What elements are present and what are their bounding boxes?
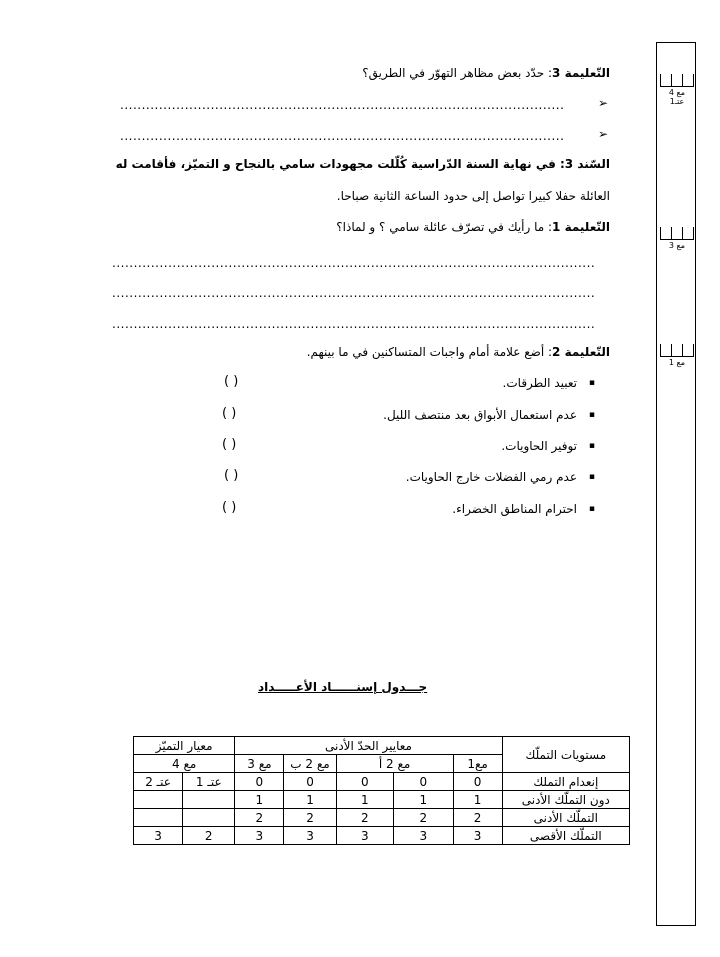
table-cell: 0 <box>453 773 502 791</box>
grading-mark-1: مع 4 عتـ1 <box>660 74 694 106</box>
table-cell: 2 <box>235 809 284 827</box>
table-row <box>134 809 630 827</box>
answer-dots-line[interactable]: ................................................................................................................ <box>112 317 596 331</box>
instruction-3 <box>362 66 610 80</box>
grading-margin-column <box>656 42 696 926</box>
criterion-header: مع 4 <box>134 755 235 773</box>
table-cell: 3 <box>134 827 183 845</box>
checkbox-parentheses[interactable]: ( ) <box>224 374 239 389</box>
min-criteria-header: معايير الحدّ الأدنى <box>235 737 502 755</box>
list-item: ▪ تعبيد الطرقات. <box>503 376 577 390</box>
answer-dots-line[interactable]: ................................................................................................................ <box>112 256 596 270</box>
instruction-2-text: : أضع علامة أمام واجبات المتساكنين في ما بينهم. <box>306 345 553 359</box>
criterion-header: مع 2 أ <box>336 755 453 773</box>
instruction-2-title: التّعليمة 2 <box>552 345 610 359</box>
arrow-bullet-icon: ➢ <box>597 127 608 141</box>
checkbox-parentheses[interactable]: ( ) <box>224 468 239 483</box>
grading-mark-3: مع 1 <box>660 344 694 367</box>
list-item: ▪ توفير الحاويات. <box>501 439 577 453</box>
sanad-3-line-2: العائلة حفلا كبيرا تواصل إلى حدود الساعة الثانية صباحا. <box>336 189 610 203</box>
table-cell: 1 <box>336 791 393 809</box>
criterion-header: مع1 <box>453 755 502 773</box>
table-cell: 0 <box>394 773 454 791</box>
table-row <box>134 827 630 845</box>
row-label: إنعدام التملك <box>502 773 629 791</box>
table-cell: 3 <box>453 827 502 845</box>
criterion-header: مع 2 ب <box>284 755 336 773</box>
table-cell: 0 <box>284 773 336 791</box>
grading-table <box>133 736 630 845</box>
table-cell: 1 <box>453 791 502 809</box>
instruction-3-title: التّعليمة 3 <box>552 66 610 80</box>
list-item: ▪ احترام المناطق الخضراء. <box>452 502 577 516</box>
checkbox-parentheses[interactable]: ( ) <box>222 406 237 421</box>
table-cell: 2 <box>453 809 502 827</box>
table-cell: 3 <box>394 827 454 845</box>
list-item: ▪ عدم استعمال الأبواق بعد منتصف الليل. <box>383 408 577 422</box>
table-cell: 2 <box>284 809 336 827</box>
table-cell: 1 <box>394 791 454 809</box>
table-row <box>134 791 630 809</box>
table-cell: 2 <box>183 827 235 845</box>
grading-table-title: جـــدول إسنــــــاد الأعـــــداد <box>258 680 428 694</box>
criterion-header: مع 3 <box>235 755 284 773</box>
levels-header: مستويات التملّك <box>502 737 629 773</box>
instruction-1-title: التّعليمة 1 <box>552 220 610 234</box>
row-label: دون التملّك الأدنى <box>502 791 629 809</box>
table-cell <box>134 791 183 809</box>
instruction-2 <box>307 345 610 359</box>
table-cell <box>134 809 183 827</box>
row-label: التملّك الأقصى <box>502 827 629 845</box>
table-cell <box>183 809 235 827</box>
row-label: التملّك الأدنى <box>502 809 629 827</box>
table-cell: 3 <box>336 827 393 845</box>
table-cell: 3 <box>284 827 336 845</box>
checkbox-parentheses[interactable]: ( ) <box>222 437 237 452</box>
arrow-bullet-icon: ➢ <box>597 96 608 110</box>
grading-mark-2: مع 3 <box>660 227 694 250</box>
table-cell: 0 <box>235 773 284 791</box>
table-cell: عتـ 1 <box>183 773 235 791</box>
answer-dots-line[interactable]: ....................................................................................................... <box>120 98 565 112</box>
table-cell: 0 <box>336 773 393 791</box>
answer-dots-line[interactable]: ....................................................................................................... <box>120 129 565 143</box>
instruction-1-text: : ما رأيك في تصرّف عائلة سامي ؟ و لماذا؟ <box>336 220 553 234</box>
checkbox-parentheses[interactable]: ( ) <box>222 500 237 515</box>
table-cell: 1 <box>284 791 336 809</box>
table-cell: 2 <box>394 809 454 827</box>
sanad-3-text: : في نهاية السنة الدّراسية كُلّلت مجهودات سامي بالنجاح و التميّز، فأقامت له <box>115 157 565 171</box>
table-cell <box>183 791 235 809</box>
answer-dots-line[interactable]: ................................................................................................................ <box>112 286 596 300</box>
table-cell: 1 <box>235 791 284 809</box>
sanad-3-label: السّند 3 <box>564 157 610 171</box>
list-item: ▪ عدم رمي الفضلات خارج الحاويات. <box>406 470 577 484</box>
table-cell: عتـ 2 <box>134 773 183 791</box>
excellence-criteria-header: معيار التميّز <box>134 737 235 755</box>
instruction-3-text: : حدّد بعض مظاهر التهوّر في الطريق؟ <box>362 66 553 80</box>
instruction-1 <box>336 220 610 234</box>
table-cell: 3 <box>235 827 284 845</box>
table-row <box>134 773 630 791</box>
sanad-3 <box>116 157 610 171</box>
table-cell: 2 <box>336 809 393 827</box>
